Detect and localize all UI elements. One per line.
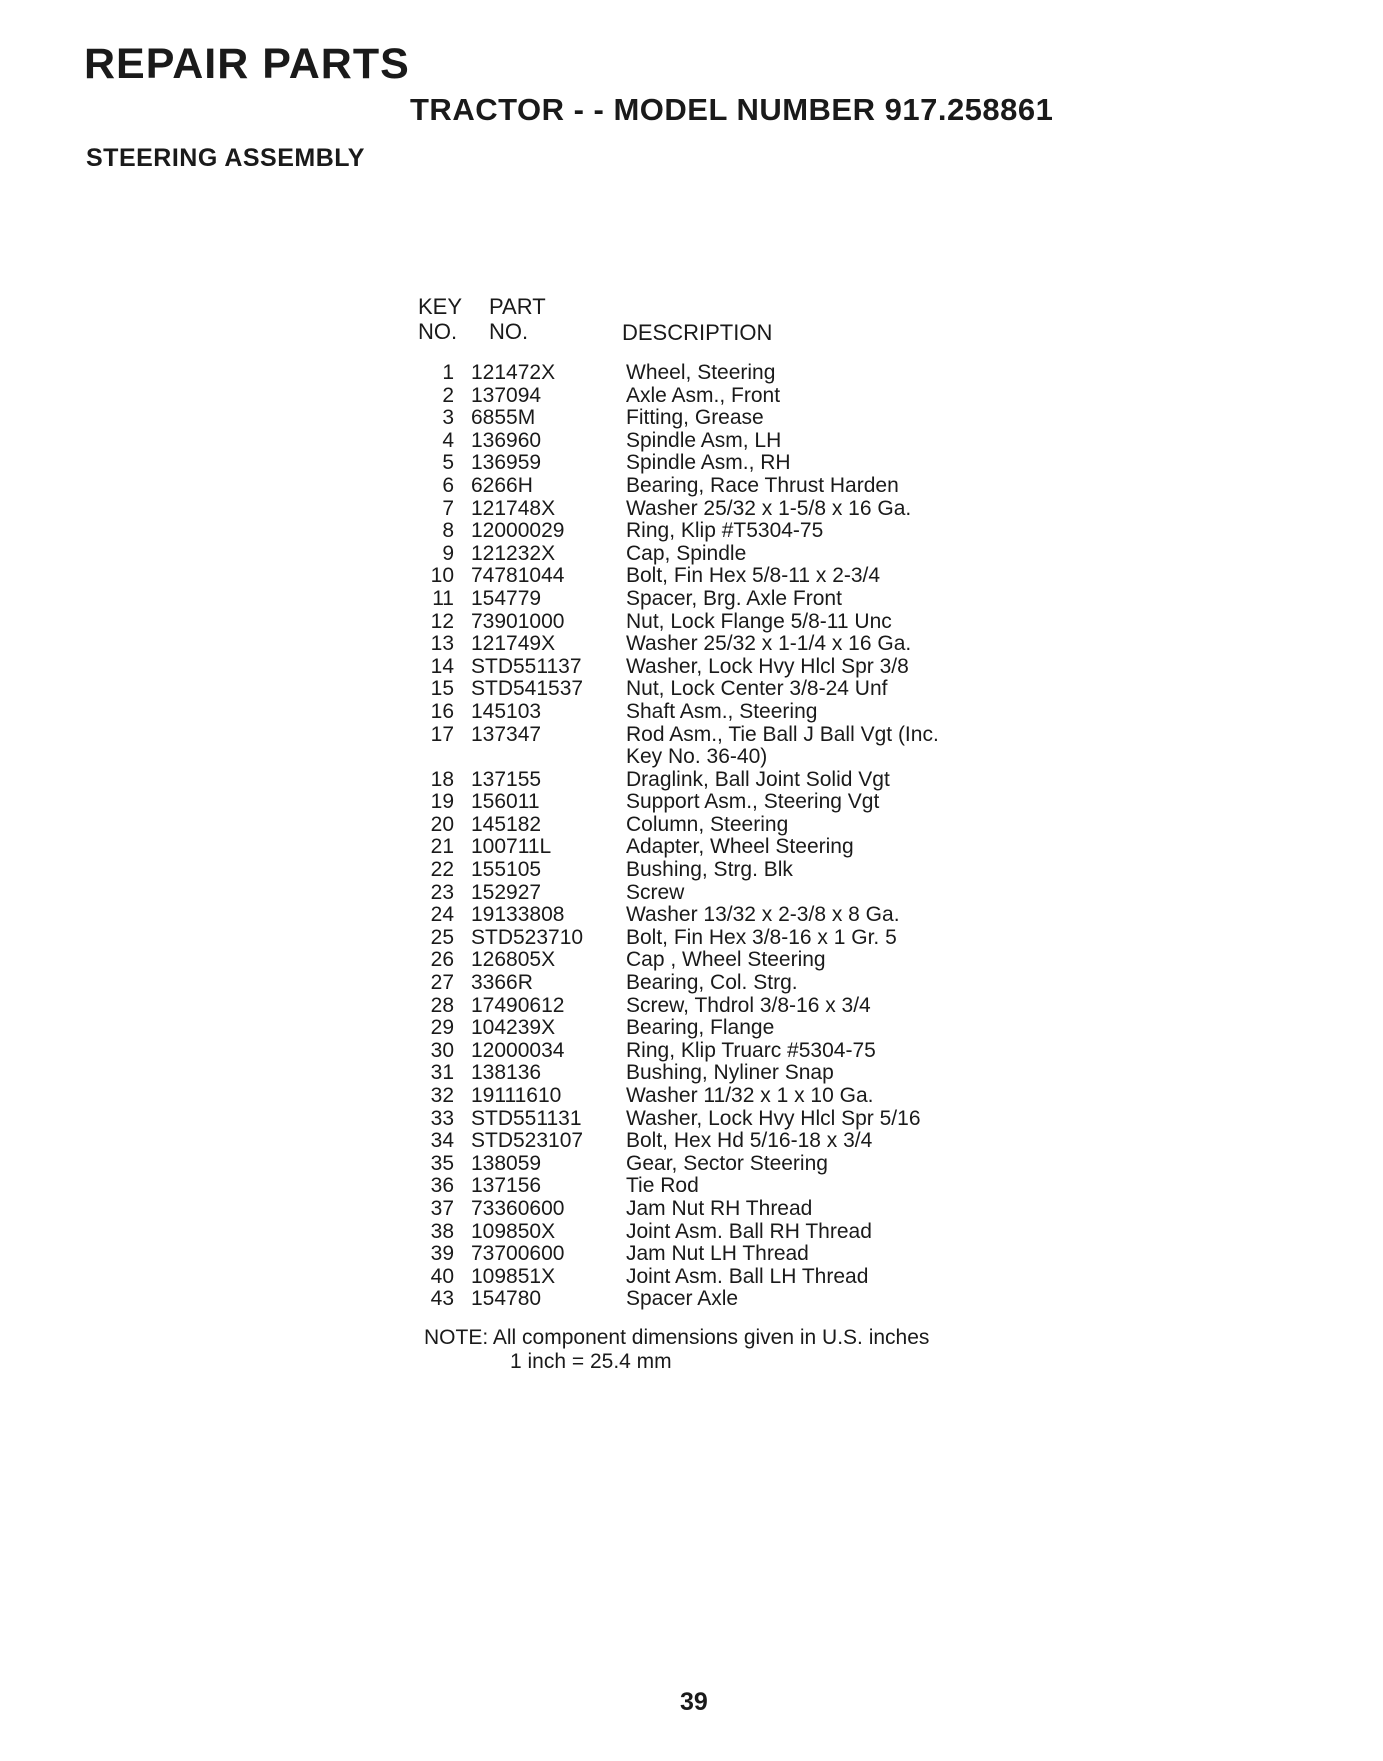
section-heading: STEERING ASSEMBLY xyxy=(86,144,365,172)
part-number: STD523710 xyxy=(471,925,584,949)
parts-list xyxy=(410,362,1010,1311)
column-header-key-line1: KEY xyxy=(418,294,463,319)
part-description: Bearing, Flange xyxy=(626,1016,775,1040)
key-number: 28 xyxy=(430,993,454,1017)
part-number: 109850X xyxy=(471,1219,556,1243)
key-number: 1 xyxy=(442,361,454,384)
list-item xyxy=(410,1243,1010,1266)
list-item xyxy=(410,588,1010,611)
list-item xyxy=(410,769,1010,792)
part-description: Key No. 36-40) xyxy=(626,745,768,769)
key-number: 20 xyxy=(430,812,454,836)
key-number: 4 xyxy=(442,428,454,452)
part-number: 6266H xyxy=(471,473,533,497)
page-title: REPAIR PARTS xyxy=(84,40,410,88)
list-item xyxy=(410,1017,1010,1040)
part-description: Nut, Lock Center 3/8-24 Unf xyxy=(626,677,888,701)
part-description: Adapter, Wheel Steering xyxy=(626,835,854,859)
key-number: 16 xyxy=(430,699,454,723)
part-number: 6855M xyxy=(471,406,536,430)
list-item xyxy=(410,656,1010,679)
part-number: 138059 xyxy=(471,1151,542,1175)
column-header-part-line1: PART xyxy=(489,294,546,319)
key-number: 37 xyxy=(430,1196,454,1220)
column-header-key-line2: NO. xyxy=(418,319,458,344)
part-description: Washer, Lock Hvy Hlcl Spr 5/16 xyxy=(626,1106,921,1130)
part-number: 12000029 xyxy=(471,519,565,543)
list-item xyxy=(410,949,1010,972)
list-item xyxy=(410,520,1010,543)
list-item xyxy=(410,1108,1010,1131)
list-item xyxy=(410,1288,1010,1311)
key-number: 12 xyxy=(430,609,454,633)
part-number: STD541537 xyxy=(471,677,584,701)
key-number: 32 xyxy=(430,1084,454,1107)
part-description: Cap, Spindle xyxy=(626,541,747,565)
list-item xyxy=(410,543,1010,566)
list-item xyxy=(410,836,1010,859)
part-number: 73901000 xyxy=(471,609,565,633)
key-number: 24 xyxy=(430,903,454,927)
key-number: 2 xyxy=(442,383,454,407)
part-description: Bushing, Strg. Blk xyxy=(626,858,793,882)
key-number: 23 xyxy=(430,880,454,904)
part-description: Cap , Wheel Steering xyxy=(626,948,826,972)
list-item xyxy=(410,385,1010,408)
part-description: Spindle Asm., RH xyxy=(626,451,791,475)
part-number: 121232X xyxy=(471,541,556,565)
part-description: Bolt, Hex Hd 5/16-18 x 3/4 xyxy=(626,1129,873,1153)
part-number: 137347 xyxy=(471,722,542,746)
list-item xyxy=(410,972,1010,995)
list-item xyxy=(410,1040,1010,1063)
part-number: 138136 xyxy=(471,1061,542,1085)
list-item xyxy=(410,995,1010,1018)
key-number: 30 xyxy=(430,1038,454,1062)
key-number: 25 xyxy=(430,925,454,949)
key-number: 21 xyxy=(430,835,454,859)
list-item xyxy=(410,1221,1010,1244)
part-description: Screw, Thdrol 3/8-16 x 3/4 xyxy=(626,993,871,1017)
list-item xyxy=(410,1085,1010,1108)
part-description: Jam Nut RH Thread xyxy=(626,1196,813,1220)
list-item xyxy=(410,611,1010,634)
part-number: 121748X xyxy=(471,496,556,520)
part-description: Washer 13/32 x 2-3/8 x 8 Ga. xyxy=(626,903,900,927)
part-description: Shaft Asm., Steering xyxy=(626,699,818,723)
list-item xyxy=(410,362,1010,385)
list-item xyxy=(410,859,1010,882)
part-number: STD523107 xyxy=(471,1129,584,1153)
list-item xyxy=(410,882,1010,905)
part-number: 154779 xyxy=(471,586,542,610)
part-description: Draglink, Ball Joint Solid Vgt xyxy=(626,767,890,791)
part-number: 104239X xyxy=(471,1016,556,1040)
key-number: 10 xyxy=(430,564,454,588)
key-number: 7 xyxy=(442,496,454,520)
key-number: 38 xyxy=(430,1219,454,1243)
part-description: Washer, Lock Hvy Hlcl Spr 3/8 xyxy=(626,654,909,678)
list-item xyxy=(410,565,1010,588)
part-description: Screw xyxy=(626,880,685,904)
key-number: 17 xyxy=(430,722,454,746)
part-description: Column, Steering xyxy=(626,812,789,836)
key-number: 35 xyxy=(430,1151,454,1175)
list-item xyxy=(410,1266,1010,1289)
part-number: 137094 xyxy=(471,383,542,407)
part-number: 12000034 xyxy=(471,1038,565,1062)
key-number: 34 xyxy=(430,1129,454,1153)
list-item xyxy=(410,1062,1010,1085)
key-number: 18 xyxy=(430,767,454,791)
part-description: Ring, Klip #T5304-75 xyxy=(626,519,824,543)
key-number: 36 xyxy=(430,1174,454,1198)
part-description: Support Asm., Steering Vgt xyxy=(626,790,880,814)
part-number xyxy=(471,746,626,769)
key-number: 5 xyxy=(442,451,454,475)
part-description: Spacer Axle xyxy=(626,1287,739,1311)
note-line2: 1 inch = 25.4 mm xyxy=(510,1350,672,1373)
part-description: Spindle Asm, LH xyxy=(626,428,782,452)
note-label: NOTE: xyxy=(424,1326,489,1349)
list-item xyxy=(410,927,1010,950)
list-item xyxy=(410,475,1010,498)
part-number: 121472X xyxy=(471,361,556,384)
list-item xyxy=(410,633,1010,656)
list-item xyxy=(410,430,1010,453)
part-number: 137156 xyxy=(471,1174,542,1198)
part-description: Bushing, Nyliner Snap xyxy=(626,1061,834,1085)
part-number: 109851X xyxy=(471,1264,556,1288)
part-number: 121749X xyxy=(471,632,556,656)
note xyxy=(424,1326,929,1374)
part-description: Jam Nut LH Thread xyxy=(626,1242,809,1266)
key-number: 13 xyxy=(430,632,454,656)
key-number: 3 xyxy=(442,406,454,430)
key-number: 6 xyxy=(442,473,454,497)
part-description: Rod Asm., Tie Ball J Ball Vgt (Inc. xyxy=(626,722,939,746)
key-number: 26 xyxy=(430,948,454,972)
key-number: 29 xyxy=(430,1016,454,1040)
list-item xyxy=(410,678,1010,701)
list-item xyxy=(410,452,1010,475)
list-item xyxy=(410,1130,1010,1153)
list-item xyxy=(410,791,1010,814)
part-number: 156011 xyxy=(471,790,540,814)
key-number: 8 xyxy=(442,519,454,543)
part-description: Bearing, Race Thrust Harden xyxy=(626,473,899,497)
part-description: Joint Asm. Ball RH Thread xyxy=(626,1219,872,1243)
key-number: 11 xyxy=(432,586,454,610)
key-number xyxy=(410,746,471,769)
list-item xyxy=(410,814,1010,837)
key-number: 31 xyxy=(430,1061,454,1085)
column-header-description: DESCRIPTION xyxy=(622,320,773,345)
part-description: Fitting, Grease xyxy=(626,406,764,430)
part-description: Gear, Sector Steering xyxy=(626,1151,828,1175)
part-description: Joint Asm. Ball LH Thread xyxy=(626,1264,869,1288)
part-number: STD551131 xyxy=(471,1106,582,1130)
part-number: 19111610 xyxy=(471,1084,562,1107)
part-description: Bearing, Col. Strg. xyxy=(626,971,798,995)
key-number: 40 xyxy=(430,1264,454,1288)
part-description: Nut, Lock Flange 5/8-11 Unc xyxy=(626,609,892,633)
column-header-part-no xyxy=(489,294,546,344)
model-subtitle: TRACTOR - - MODEL NUMBER 917.258861 xyxy=(410,92,1054,127)
part-number: STD551137 xyxy=(471,654,582,678)
key-number: 15 xyxy=(430,677,454,701)
part-number: 19133808 xyxy=(471,903,565,927)
list-item xyxy=(410,724,1010,747)
part-description: Washer 11/32 x 1 x 10 Ga. xyxy=(626,1084,874,1107)
key-number: 19 xyxy=(430,790,454,814)
part-description: Ring, Klip Truarc #5304-75 xyxy=(626,1038,876,1062)
part-description: Tie Rod xyxy=(626,1174,699,1198)
part-description: Wheel, Steering xyxy=(626,361,776,384)
list-item xyxy=(410,746,1010,769)
part-number: 100711L xyxy=(471,835,552,859)
part-description: Bolt, Fin Hex 3/8-16 x 1 Gr. 5 xyxy=(626,925,897,949)
key-number: 9 xyxy=(442,541,454,565)
list-item xyxy=(410,701,1010,724)
list-item xyxy=(410,1198,1010,1221)
part-number: 152927 xyxy=(471,880,542,904)
part-number: 17490612 xyxy=(471,993,565,1017)
part-number: 136959 xyxy=(471,451,542,475)
list-item xyxy=(410,498,1010,521)
list-item xyxy=(410,1153,1010,1176)
key-number: 43 xyxy=(430,1287,454,1311)
part-number: 3366R xyxy=(471,971,533,995)
part-description: Washer 25/32 x 1-5/8 x 16 Ga. xyxy=(626,496,912,520)
list-item xyxy=(410,1175,1010,1198)
page-number: 39 xyxy=(680,1688,708,1716)
part-number: 145103 xyxy=(471,699,542,723)
column-header-key-no xyxy=(418,294,462,344)
part-number: 155105 xyxy=(471,858,542,882)
part-description: Bolt, Fin Hex 5/8-11 x 2-3/4 xyxy=(626,564,881,588)
part-description: Axle Asm., Front xyxy=(626,383,781,407)
part-number: 137155 xyxy=(471,767,542,791)
key-number: 33 xyxy=(430,1106,454,1130)
key-number: 27 xyxy=(430,971,454,995)
part-number: 154780 xyxy=(471,1287,542,1311)
part-number: 74781044 xyxy=(471,564,565,588)
list-item xyxy=(410,904,1010,927)
part-number: 73700600 xyxy=(471,1242,565,1266)
part-number: 145182 xyxy=(471,812,542,836)
key-number: 22 xyxy=(430,858,454,882)
part-description: Washer 25/32 x 1-1/4 x 16 Ga. xyxy=(626,632,912,656)
part-number: 136960 xyxy=(471,428,542,452)
note-line1: All component dimensions given in U.S. inches xyxy=(492,1326,930,1349)
part-number: 73360600 xyxy=(471,1196,565,1220)
key-number: 14 xyxy=(430,654,454,678)
column-header-part-line2: NO. xyxy=(489,319,529,344)
part-number: 126805X xyxy=(471,948,556,972)
key-number: 39 xyxy=(430,1242,454,1266)
part-description: Spacer, Brg. Axle Front xyxy=(626,586,842,610)
list-item xyxy=(410,407,1010,430)
